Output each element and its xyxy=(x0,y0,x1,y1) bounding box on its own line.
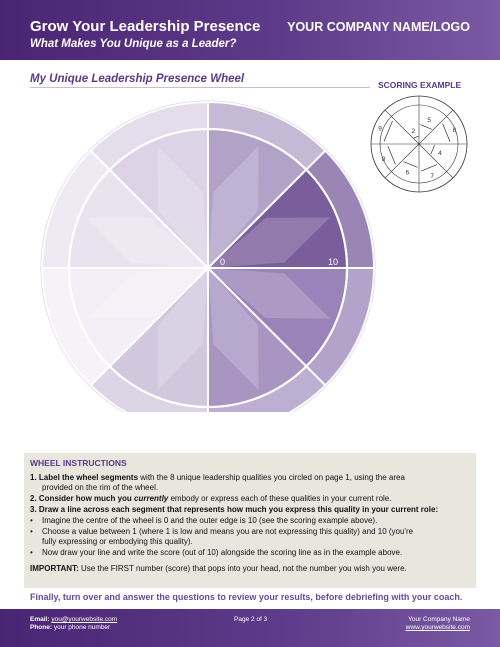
step-1-heading: 1. Label the wheel segments xyxy=(30,473,139,482)
example-score-label: 4 xyxy=(438,150,442,158)
phone-label: Phone: xyxy=(30,624,53,631)
step-3-heading: 3. Draw a line across each segment that represents how much you express this quality in your current role: xyxy=(30,505,439,514)
instruction-step-3 xyxy=(30,505,470,515)
email-link[interactable]: you@yourwebsite.com xyxy=(51,616,118,623)
page-number: Page 2 of 3 xyxy=(234,616,268,623)
example-score-label: 7 xyxy=(430,173,434,181)
example-score-label: 2 xyxy=(411,127,416,135)
example-score-label: 8 xyxy=(452,126,457,134)
document-subtitle: What Makes You Unique as a Leader? xyxy=(30,38,237,50)
example-score-label: 8 xyxy=(381,156,386,164)
footer-company xyxy=(406,616,470,632)
instructions-title: WHEEL INSTRUCTIONS xyxy=(30,458,127,468)
bullet-icon: • xyxy=(30,548,33,557)
important-note xyxy=(30,564,470,574)
wheel-title: My Unique Leadership Presence Wheel xyxy=(30,73,245,85)
scoring-example-wheel xyxy=(366,92,472,196)
important-label: IMPORTANT: xyxy=(30,564,79,573)
email-label: Email: xyxy=(30,616,50,623)
bullet-icon: • xyxy=(30,527,33,536)
instruction-step-2 xyxy=(30,494,470,504)
step-1-text: with the 8 unique leadership qualities you circled on page 1, using the area xyxy=(138,473,405,482)
company-logo: YOUR COMPANY NAME/LOGO xyxy=(287,20,470,34)
bullet-2-cont: fully expressing or embodying this quality). xyxy=(42,537,193,546)
phone-number: your phone number xyxy=(53,624,111,631)
divider xyxy=(30,87,370,88)
instruction-step-1-cont: provided on the rim of the wheel. xyxy=(42,483,159,492)
scoring-example-title: SCORING EXAMPLE xyxy=(378,80,462,90)
step-2-heading: 2. Consider how much you xyxy=(30,494,135,503)
bullet-icon: • xyxy=(30,516,33,525)
bullet-3: Now draw your line and write the score (out of 10) alongside the scoring line as in the example above. xyxy=(42,548,403,557)
step-2-emphasis: currently xyxy=(134,494,169,503)
bullet-1: Imagine the centre of the wheel is 0 and the outer edge is 10 (see the scoring example above). xyxy=(42,516,378,525)
closing-instruction: Finally, turn over and answer the questions to review your results, before debriefing with your coach. xyxy=(30,592,463,602)
leadership-wheel xyxy=(40,100,376,412)
example-score-label: 6 xyxy=(405,169,410,177)
important-text: Use the FIRST number (score) that pops into your head, not the number you wish you were. xyxy=(78,564,407,573)
website-link[interactable]: www.yourwebsite.com xyxy=(405,624,470,631)
example-score-label: 9 xyxy=(378,125,382,133)
header-banner xyxy=(0,0,500,60)
wheel-instructions-panel xyxy=(24,453,476,588)
footer-contact xyxy=(30,616,117,632)
company-name: Your Company Name xyxy=(408,616,470,623)
footer-banner xyxy=(0,609,500,647)
bullet-2: Choose a value between 1 (where 1 is low and means you are not expressing this quality) and 10 (you're xyxy=(42,527,414,536)
example-score-label: 5 xyxy=(427,117,431,125)
step-2-text: embody or express each of these qualities in your current role. xyxy=(168,494,392,503)
scale-max-label: 10 xyxy=(328,257,339,267)
scale-min-label: 0 xyxy=(220,257,226,267)
instruction-step-1 xyxy=(30,473,470,483)
document-title: Grow Your Leadership Presence xyxy=(30,18,261,35)
